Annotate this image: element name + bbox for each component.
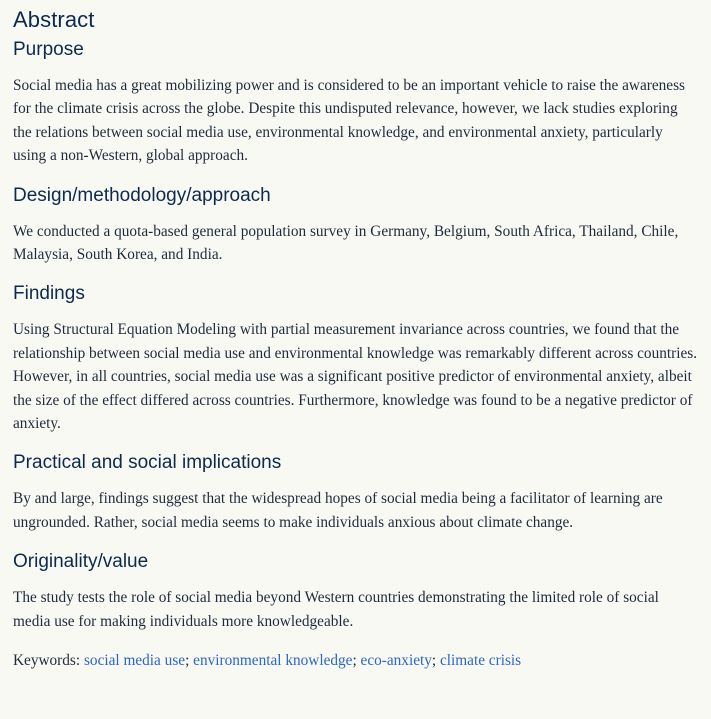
section-heading: Design/methodology/approach bbox=[13, 184, 271, 206]
abstract-title: Abstract bbox=[13, 7, 95, 32]
section-body: Social media has a great mobilizing power and is considered to be an important vehicle to raise the awareness for the climate crisis across the globe. Despite this undisputed relevance, however, we lack studies exploring the relations between social media use, environmental knowledge, and environmental anxiety, particularly using a non-Western, global approach. bbox=[13, 77, 685, 165]
section-originality-value bbox=[13, 550, 698, 633]
section-body: Using Structural Equation Modeling with partial measurement invariance across countries, we found that the relationship between social media use and environmental knowledge was remarkably different across countries. However, in all countries, social media use was a significant positive predictor of environmental anxiety, albeit the size of the effect differed across countries. Furthermore, knowledge was found to be a negative predictor of anxiety. bbox=[13, 321, 698, 433]
section-purpose bbox=[13, 38, 698, 168]
keyword-separator: ; bbox=[431, 652, 437, 670]
section-body: We conducted a quota-based general population survey in Germany, Belgium, South Africa, Thailand, Chile, Malaysia, South Korea, and India. bbox=[13, 222, 679, 264]
keyword-link[interactable]: eco-anxiety bbox=[360, 652, 432, 670]
keyword-separator: ; bbox=[185, 652, 190, 670]
section-design-methodology-approach bbox=[13, 184, 698, 267]
keyword-link[interactable]: climate crisis bbox=[439, 652, 522, 670]
keyword-link[interactable]: social media use bbox=[83, 652, 186, 670]
section-findings bbox=[13, 282, 698, 435]
section-body: By and large, findings suggest that the widespread hopes of social media being a facilitator of learning are ungrounded. Rather, social media seems to make individuals anxious about climate change. bbox=[13, 490, 663, 531]
keywords-label: Keywords: bbox=[13, 652, 81, 670]
section-practical-social-implications bbox=[13, 451, 698, 534]
section-heading: Practical and social implications bbox=[13, 452, 282, 474]
section-heading: Findings bbox=[13, 283, 85, 305]
section-body: The study tests the role of social media beyond Western countries demonstrating the limited role of social media use for making individuals more knowledgeable. bbox=[13, 589, 659, 630]
keyword-separator: ; bbox=[352, 652, 357, 670]
section-heading: Originality/value bbox=[13, 551, 149, 573]
section-heading: Purpose bbox=[13, 39, 84, 60]
keyword-link[interactable]: environmental knowledge bbox=[193, 652, 353, 670]
keywords-list bbox=[13, 649, 698, 672]
